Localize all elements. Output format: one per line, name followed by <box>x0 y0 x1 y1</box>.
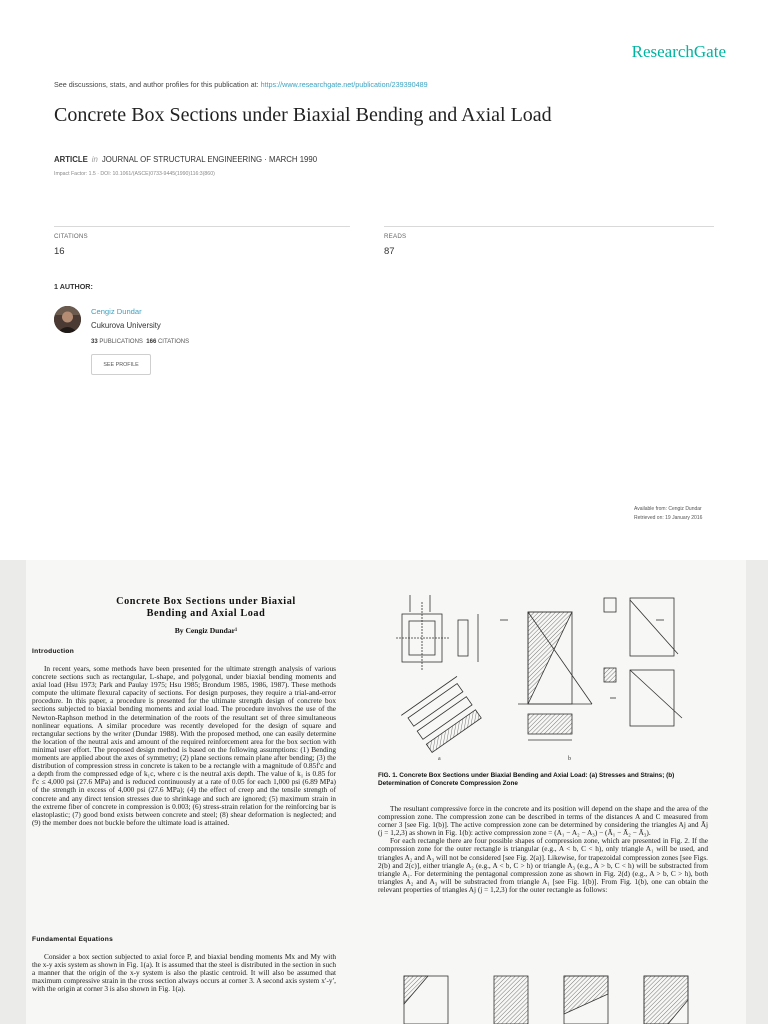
available-from: Available from: Cengiz Dundar <box>634 506 702 512</box>
introduction-text <box>32 665 336 827</box>
author-institution: Cukurova University <box>91 321 161 330</box>
fundamental-equations-text <box>32 953 336 993</box>
author-citations-label: CITATIONS <box>157 339 190 345</box>
fundamental-equations-heading: Fundamental Equations <box>32 936 114 943</box>
reads-label: READS <box>384 233 407 240</box>
scanned-page-area <box>0 560 768 1024</box>
fundamental-equations-paragraph: Consider a box section subjected to axial force P, and biaxial bending moments Mx and My with the x-y axis system as shown in Fig. 1(a). It is assumed that the steel is distributed in the section in such a manner that the origin of the x-y system is also the plastic centroid. It will also be assumed that maximum compressive strain in the cross section always occurs at corner 3. A second axis system x′-y′, with the origin at corner 3 is also shown in Fig. 1(a). <box>32 952 336 994</box>
author-avatar[interactable] <box>54 306 81 333</box>
article-meta <box>54 155 317 164</box>
paper-byline: By Cengiz Dundar¹ <box>174 626 238 635</box>
introduction-heading: Introduction <box>32 648 75 655</box>
author-name[interactable]: Cengiz Dundar <box>91 307 142 316</box>
paper-title <box>86 596 326 620</box>
discussion-line <box>54 80 428 89</box>
publication-title: Concrete Box Sections under Biaxial Bending and Axial Load <box>54 104 552 126</box>
compression-shapes-paragraph: For each rectangle there are four possible shapes of compression zone, which are presented in Fig. 2. If the compression zone for the outer rectangle is triangular (e.g., A < b, C < h), only triangle A₁ will be used, and triangles A₂ and A₃ will not be considered [see Fig. 2(a)]. Likewise, for trapezoidal compression zones [see Figs. 2(b) and 2(c)], either triangle A₂ (e.g., A < b, C > h) or triangle A₃ (e.g., A > b, C < h) will be substracted from triangle A₁. For determining the pentagonal compression zone as shown in Fig. 2(d) (e.g., A > b, C > h), both triangles A₂ and A₃ will be substracted from triangle A₁ [see Fig. 1(b)]. From Fig. 1(b), one can obtain the relevant properties of triangles Aj (j = 1,2,3) for the outer rectangle as follows: <box>378 836 708 894</box>
citations-value: 16 <box>54 246 65 257</box>
paper-title-line-2: Bending and Axial Load <box>146 608 266 619</box>
impact-factor: Impact Factor: 1.5 · DOI: 10.1061/(ASCE)0733-9445(1990)116:3(860) <box>54 171 215 177</box>
right-column-text <box>378 805 708 894</box>
author-publications-label: PUBLICATIONS <box>99 339 143 345</box>
figure-1-drawing <box>378 590 738 765</box>
reads-divider <box>384 226 714 227</box>
author-publications-count: 33 <box>91 339 98 345</box>
paper-title-line-1: Concrete Box Sections under Biaxial <box>116 596 296 607</box>
discussion-text: See discussions, stats, and author profiles for this publication at: <box>54 80 261 89</box>
in-word: in <box>91 155 98 164</box>
availability-info <box>634 505 702 523</box>
introduction-paragraph: In recent years, some methods have been presented for the ultimate strength analysis of various concrete sections such as rectangular, L-shape, and polygonal, under biaxial bending moments and axial load (Hsu 1973; Park and Paulay 1975; Hsu 1985; Brondum 1985, 1986, 1987). These methods compute the ultimate flexural capacity of sections. For design purposes, they require a trial-and-error procedure. In this paper, a procedure is presented for the ultimate strength design of concrete box sections subjected to biaxial bending moments and axial load. The procedure involves the use of the Newton-Raphson method in the determination of the roots of the resultant set of three simultaneous nonlinear equations. A similar procedure was recently developed for the design of square and rectangular sections by the writer (Dundar 1988). With the proposed method, one can easily determine the location of the neutral axis and amount of the required reinforcement area for the box section with minimal user effort. The proposed design method is based on the following assumptions: (1) Bending moments are applied about the axes of symmetry; (2) plane sections remain plane after bending; (3) the distribution of compression stress in concrete is taken to be a rectangle with a magnitude of 0.85f′c and a depth from the compressed edge of k₁c, where c is the neutral axis depth. The value of k₁ is 0.85 for f′c ≤ 4,000 psi (27.6 MPa) and is reduced continuously at a rate of 0.05 for each 1,000 psi (6.89 MPa) of the strength in excess of 4,000 psi (27.6 MPa); (4) the effect of creep and the tensile strength of concrete and any direct tension stresses due to shrinkage and such are ignored; (5) maximum strain in the extreme fiber of concrete in compression is 0.003; (6) stress-strain relation for the reinforcing bar is elastoplastic; (7) good bond exists between concrete and steel; (8) shear deformation is neglected; and (9) the member does not buckle before the ultimate load is attained. <box>32 664 336 827</box>
see-profile-button[interactable]: SEE PROFILE <box>91 354 151 375</box>
citations-divider <box>54 226 350 227</box>
scanned-page <box>26 560 746 1024</box>
publication-link[interactable]: https://www.researchgate.net/publication/239390489 <box>260 80 428 89</box>
figure-1-label-b: b <box>568 756 571 762</box>
figure-1-label-a: a <box>438 756 441 762</box>
authors-heading: 1 AUTHOR: <box>54 282 93 291</box>
journal-name: JOURNAL OF STRUCTURAL ENGINEERING · MARCH 1990 <box>101 155 318 164</box>
author-citations-count: 166 <box>146 339 157 345</box>
figure-2-drawing <box>398 970 698 1024</box>
author-stats <box>91 339 189 345</box>
compression-zone-paragraph: The resultant compressive force in the concrete and its position will depend on the shape and the area of the compression zone. The compression zone can be described in terms of the distances A and C measured from corner 3 [see Fig. 1(b)]. The active compression zone can be determined by considering the triangles Aj and Āj (j = 1,2,3) as shown in Fig. 1(b): active compression zone = (A₁ − A₂ − A₃) − (Ā₁ − Ā₂ − Ā₃). <box>378 804 708 838</box>
researchgate-logo[interactable]: ResearchGate <box>631 42 726 61</box>
figure-1-caption: FIG. 1. Concrete Box Sections under Biaxial Bending and Axial Load: (a) Stresses and Strains; (b) Determination of Concrete Compression Zone <box>378 772 675 787</box>
reads-value: 87 <box>384 246 395 257</box>
article-type: ARTICLE <box>54 155 88 164</box>
retrieved-on: Retrieved on: 19 January 2016 <box>634 515 703 521</box>
citations-label: CITATIONS <box>54 233 88 240</box>
